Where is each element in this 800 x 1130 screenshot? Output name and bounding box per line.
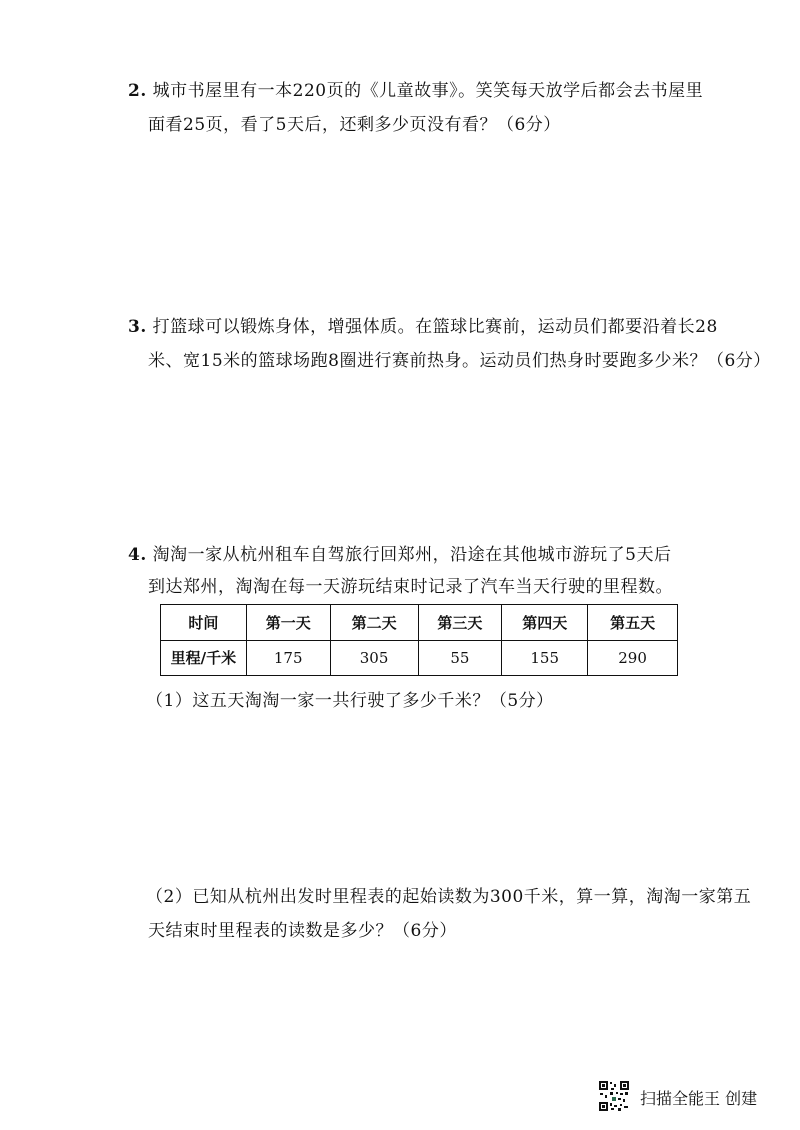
question-4-number: 4. — [128, 545, 147, 565]
table-header-cell: 第五天 — [588, 605, 678, 641]
question-3-number: 3. — [128, 317, 147, 337]
table-header-row — [161, 605, 678, 641]
table-cell: 305 — [330, 640, 418, 676]
question-2-line-1: 城市书屋里有一本220页的《儿童故事》。笑笑每天放学后都会去书屋里 — [152, 81, 704, 101]
mileage-table — [160, 604, 678, 676]
question-3-line-1: 打篮球可以锻炼身体，增强体质。在篮球比赛前，运动员们都要沿着长28 — [152, 317, 718, 337]
table-cell: 55 — [418, 640, 502, 676]
question-2-number: 2. — [128, 81, 147, 101]
question-3-line-2: 米、宽15米的篮球场跑8圈进行赛前热身。运动员们热身时要跑多少米？（6分） — [148, 351, 771, 371]
table-cell: 290 — [588, 640, 678, 676]
question-4-part-2-line-2: 天结束时里程表的读数是多少？（6分） — [148, 921, 457, 941]
question-2-line-2: 面看25页，看了5天后，还剩多少页没有看？（6分） — [148, 115, 561, 135]
watermark-text: 扫描全能王 创建 — [640, 1089, 758, 1108]
table-header-cell: 第一天 — [246, 605, 330, 641]
table-row-label: 里程/千米 — [161, 640, 247, 676]
table-header-cell: 第三天 — [418, 605, 502, 641]
table-header-cell: 时间 — [161, 605, 247, 641]
qr-code-icon — [598, 1080, 630, 1112]
table-row — [161, 640, 678, 676]
scanner-watermark — [598, 1080, 788, 1114]
question-4-line-1: 淘淘一家从杭州租车自驾旅行回郑州，沿途在其他城市游玩了5天后 — [152, 545, 672, 565]
table-cell: 175 — [246, 640, 330, 676]
table-header-cell: 第二天 — [330, 605, 418, 641]
table-cell: 155 — [502, 640, 588, 676]
question-4-line-2: 到达郑州，淘淘在每一天游玩结束时记录了汽车当天行驶的里程数。 — [148, 577, 673, 597]
question-4-part-1: （1）这五天淘淘一家一共行驶了多少千米？（5分） — [146, 691, 554, 711]
table-header-cell: 第四天 — [502, 605, 588, 641]
question-4-part-2-line-1: （2）已知从杭州出发时里程表的起始读数为300千米，算一算，淘淘一家第五 — [146, 887, 752, 907]
